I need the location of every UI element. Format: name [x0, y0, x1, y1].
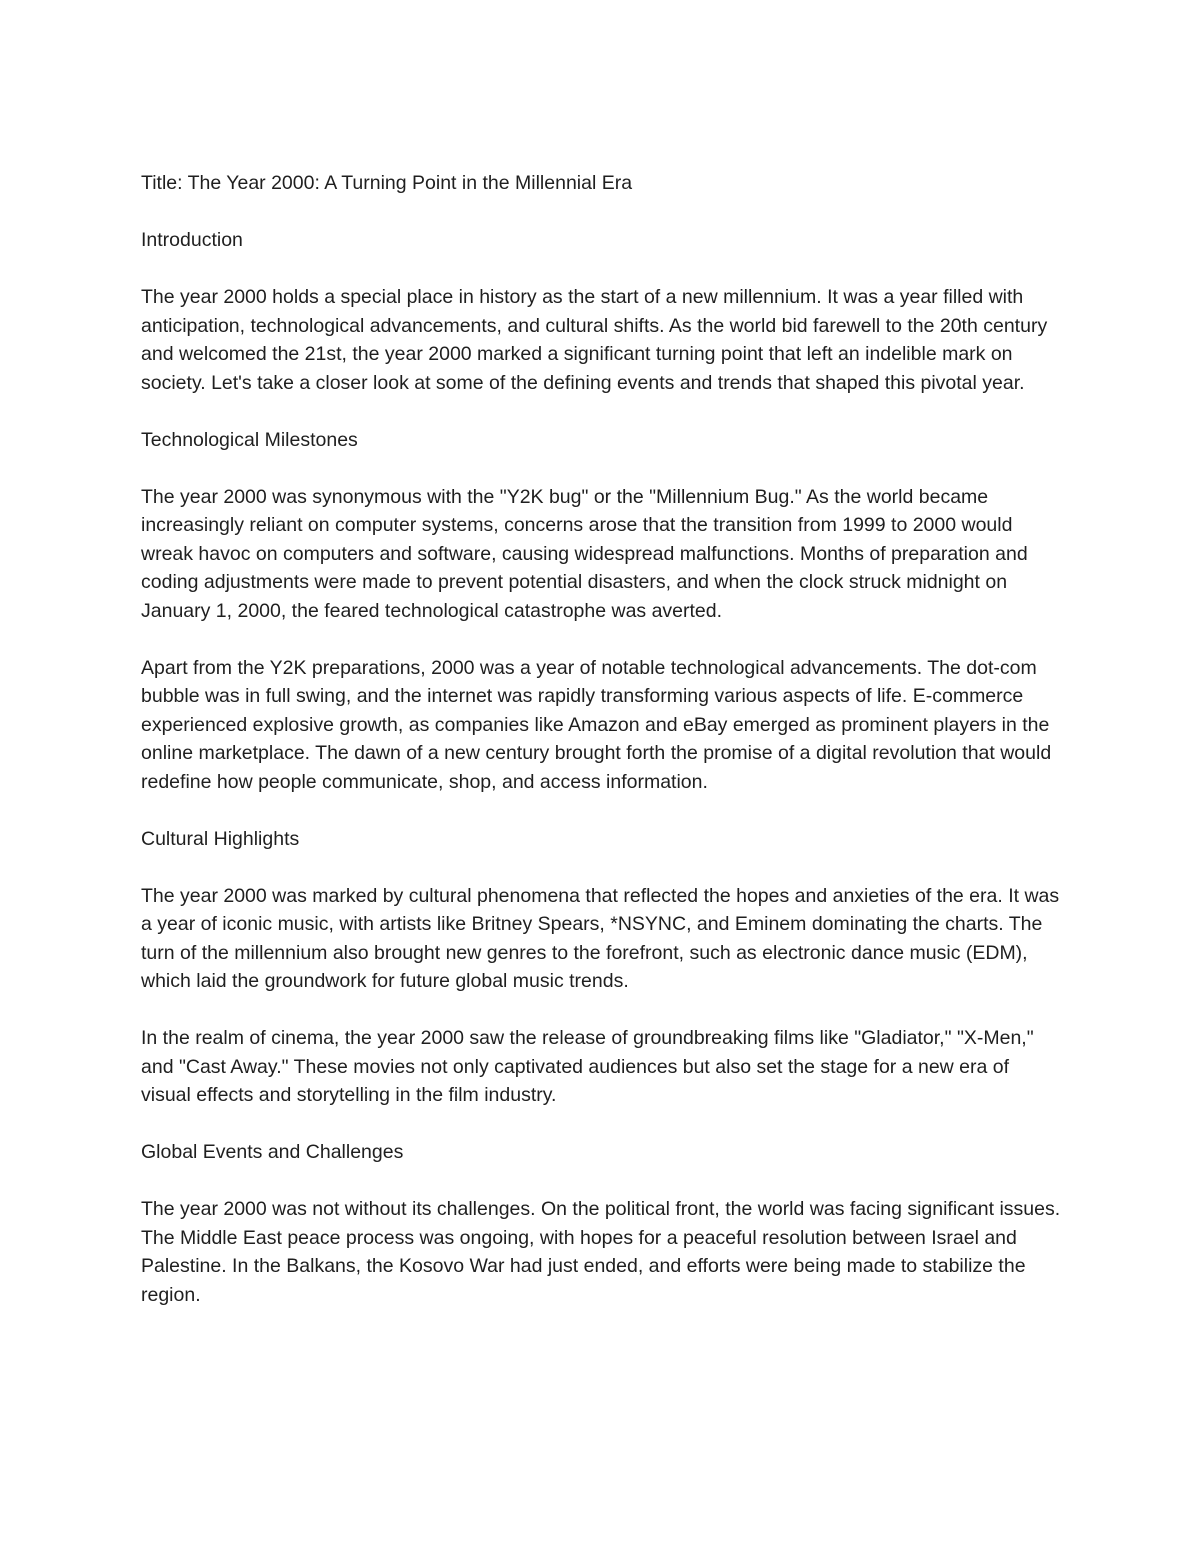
heading-technological-milestones: Technological Milestones: [141, 428, 358, 451]
paragraph-culture-1: The year 2000 was marked by cultural phenomena that reflected the hopes and anxieties of the era. It was a year of iconic music, with artists like Britney Spears, *NSYNC, and Eminem dominating the charts. The turn of the millennium also brought new genres to the forefront, such as electronic dance music (EDM), which laid the groundwork for future global music trends.: [141, 884, 1060, 992]
paragraph-culture-2: In the realm of cinema, the year 2000 saw the release of groundbreaking films like "Gladiator," "X-Men," and "Cast Away." These movies not only captivated audiences but also set the stage for a new era of visual effects and storytelling in the film industry.: [141, 1027, 1034, 1106]
paragraph-technology-2: Apart from the Y2K preparations, 2000 was a year of notable technological advancements. The dot-com bubble was in full swing, and the internet was rapidly transforming various aspects of life. E-commerce experienced explosive growth, as companies like Amazon and eBay emerged as prominent players in the online marketplace. The dawn of a new century brought forth the promise of a digital revolution that would redefine how people communicate, shop, and access information.: [141, 656, 1052, 793]
heading-introduction: Introduction: [141, 229, 243, 251]
document-title: Title: The Year 2000: A Turning Point in the Millennial Era: [141, 172, 633, 194]
heading-global-events: Global Events and Challenges: [141, 1141, 404, 1163]
heading-cultural-highlights: Cultural Highlights: [141, 827, 300, 850]
paragraph-introduction-1: The year 2000 holds a special place in history as the start of a new millennium. It was a year filled with anticipation, technological advancements, and cultural shifts. As the world bid farewell to the 20th century and welcomed the 21st, the year 2000 marked a significant turning point that left an indelible mark on society. Let's take a closer look at some of the defining events and trends that shaped this pivotal year.: [141, 286, 1048, 394]
paragraph-technology-1: The year 2000 was synonymous with the "Y2K bug" or the "Millennium Bug." As the world became increasingly reliant on computer systems, concerns arose that the transition from 1999 to 2000 would wreak havoc on computers and software, causing widespread malfunctions. Months of preparation and coding adjustments were made to prevent potential disasters, and when the clock struck midnight on January 1, 2000, the feared technological catastrophe was averted.: [141, 485, 1028, 622]
paragraph-global-1: The year 2000 was not without its challenges. On the political front, the world was facing significant issues. The Middle East peace process was ongoing, with hopes for a peaceful resolution between Israel and Palestine. In the Balkans, the Kosovo War had just ended, and efforts were being made to stabilize the region.: [141, 1198, 1061, 1306]
document-page: [141, 169, 1061, 1338]
